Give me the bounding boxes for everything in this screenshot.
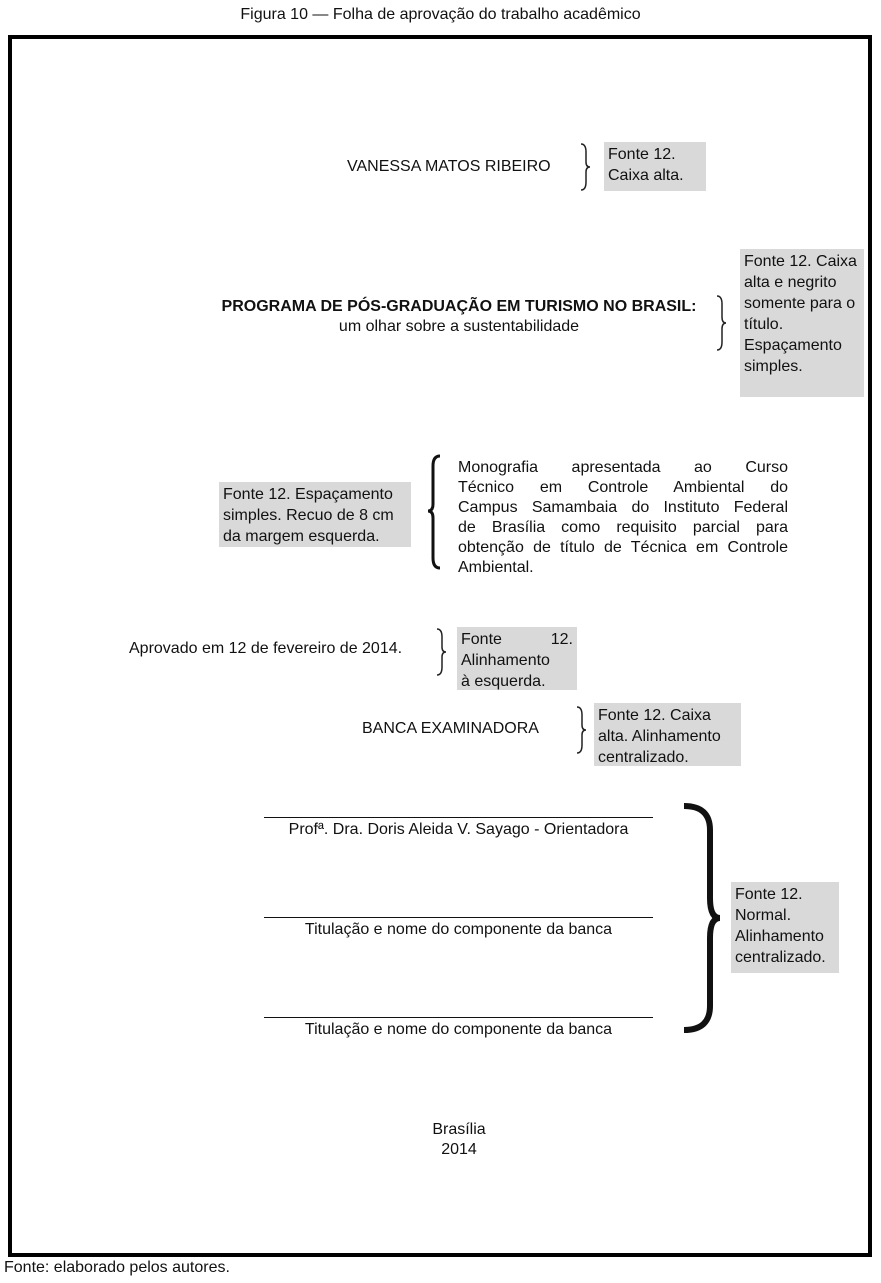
brace-title-icon [714, 294, 728, 352]
figure-source: Fonte: elaborado pelos autores. [4, 1259, 230, 1276]
figure-caption: Figura 10 — Folha de aprovação do trabalho acadêmico [240, 6, 641, 23]
work-nature-line: Técnico em Controle Ambiental do [458, 479, 788, 496]
note-author-line: Fonte 12. [608, 146, 676, 163]
work-subtitle: um olhar sobre a sustentabilidade [338, 318, 580, 335]
brace-author-icon [578, 142, 592, 192]
author-name: VANESSA MATOS RIBEIRO [347, 158, 551, 175]
note-title-line: Fonte 12. Caixa [744, 253, 857, 270]
brace-signatures-icon [680, 802, 724, 1034]
brace-board-icon [574, 705, 588, 755]
note-title-line: alta e negrito [744, 274, 837, 291]
note-approval-line: à esquerda. [461, 673, 546, 690]
brace-nature-icon [426, 454, 444, 572]
work-nature [458, 458, 788, 578]
signature-line [264, 917, 653, 918]
note-author [604, 142, 706, 191]
note-approval-line: Alinhamento [461, 652, 550, 669]
note-board-line: centralizado. [598, 749, 689, 766]
note-signatures-line: Alinhamento [735, 928, 824, 945]
work-nature-line: Campus Samambaia do Instituto Federal [458, 499, 788, 516]
note-title [740, 249, 864, 397]
brace-approval-icon [434, 627, 448, 677]
note-approval-line: Fonte 12. [461, 631, 573, 648]
work-nature-line: de Brasília como requisito parcial para [458, 519, 788, 536]
note-title-line: simples. [744, 358, 803, 375]
note-signatures-line: centralizado. [735, 949, 826, 966]
approval-date: Aprovado em 12 de fevereiro de 2014. [129, 640, 403, 657]
note-nature-line: Fonte 12. Espaçamento [223, 486, 393, 503]
board-heading: BANCA EXAMINADORA [362, 720, 539, 737]
year: 2014 [441, 1141, 477, 1158]
city: Brasília [432, 1121, 486, 1138]
signature-name: Profª. Dra. Doris Aleida V. Sayago - Orientadora [288, 821, 629, 838]
note-nature-line: da margem esquerda. [223, 528, 380, 545]
note-title-line: título. [744, 316, 784, 333]
note-nature [219, 482, 411, 547]
signature-name: Titulação e nome do componente da banca [304, 921, 613, 938]
work-nature-line: Ambiental. [458, 559, 534, 576]
signature-name: Titulação e nome do componente da banca [304, 1021, 613, 1038]
signature-line [264, 1017, 653, 1018]
note-board-line: Fonte 12. Caixa [598, 707, 711, 724]
note-board [594, 703, 741, 766]
note-board-line: alta. Alinhamento [598, 728, 721, 745]
signature-line [264, 817, 653, 818]
work-nature-line: obtenção de título de Técnica em Controle [458, 539, 788, 556]
note-author-line: Caixa alta. [608, 167, 684, 184]
work-title: PROGRAMA DE PÓS-GRADUAÇÃO EM TURISMO NO BRASIL: [221, 298, 697, 315]
note-signatures [731, 882, 839, 973]
work-nature-line: Monografia apresentada ao Curso [458, 459, 788, 476]
note-signatures-line: Fonte 12. [735, 886, 803, 903]
note-signatures-line: Normal. [735, 907, 792, 924]
note-nature-line: simples. Recuo de 8 cm [223, 507, 394, 524]
note-title-line: Espaçamento [744, 337, 842, 354]
note-title-line: somente para o [744, 295, 856, 312]
note-approval [457, 627, 577, 690]
